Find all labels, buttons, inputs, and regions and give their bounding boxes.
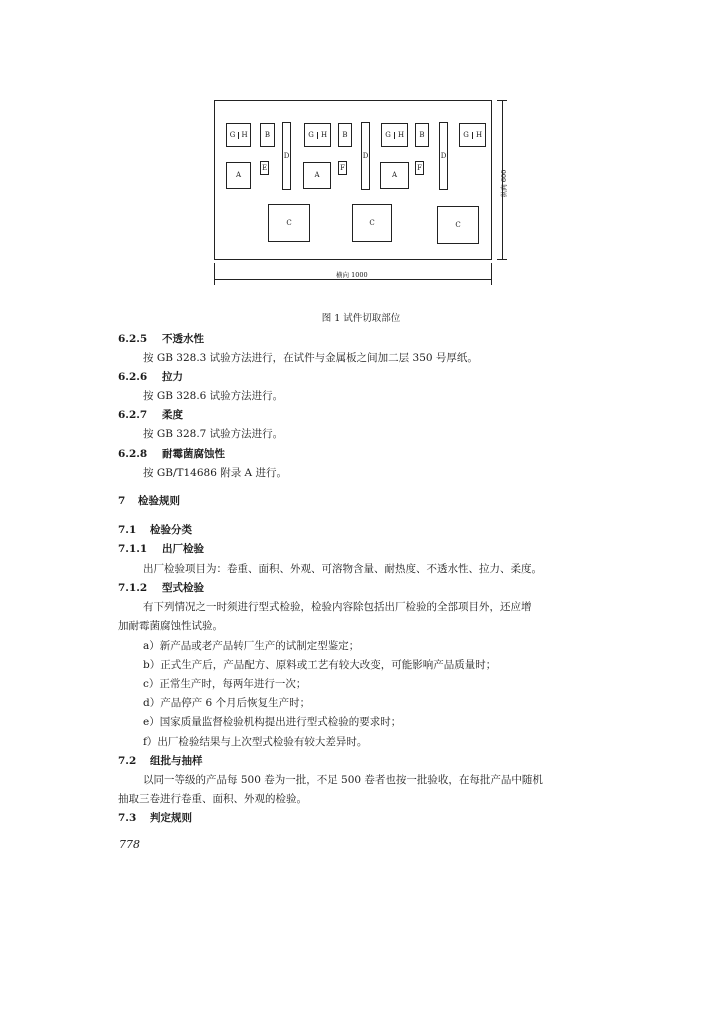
clause-number: 7.1 [118,524,137,536]
clause-number: 6.2.5 [118,333,148,345]
clause-heading [118,525,192,536]
paragraph-line: 出厂检验项目为：卷重、面积、外观、可溶物含量、耐热度、不透水性、拉力、柔度。 [143,563,542,575]
clause-heading [118,449,225,460]
specimen-d-3: D [439,122,448,190]
dimension-tick-right [491,263,492,285]
page-number: 778 [119,838,140,851]
clause-title: 判定规则 [150,812,192,824]
specimen-g-label: G [229,130,236,139]
specimen-h-label: H [394,132,407,139]
specimen-h-label: H [472,132,485,139]
specimen-cutting-figure [212,97,522,292]
dimension-line-horizontal [214,279,492,280]
specimen-g-label: G [385,130,391,139]
clause-number: 7.1.1 [118,543,148,555]
list-item: e）国家质量监督检验机构提出进行型式检验的要求时； [143,716,402,728]
list-item: c）正常生产时，每两年进行一次； [143,678,307,690]
specimen-b-2: B [338,123,352,147]
specimen-c-3: C [437,206,479,244]
clause-heading [118,544,204,555]
clause-number: 6.2.7 [118,409,148,421]
specimen-gh-3 [381,123,408,147]
paragraph-line: 以同一等级的产品每 500 卷为一批，不足 500 卷者也按一批验收，在每批产品中随机 [143,774,543,786]
clause-heading [118,583,204,594]
specimen-h-label: H [238,132,250,139]
figure-caption: 图 1 试件切取部位 [321,313,401,324]
chapter-number: 7 [118,495,126,507]
clause-heading [118,756,203,767]
dimension-tick-left [214,263,215,285]
dimension-label-vertical: 纵向 600 [500,169,509,198]
clause-number: 6.2.8 [118,448,148,460]
specimen-a-2: A [303,162,331,189]
specimen-b-3: B [415,123,429,147]
specimen-gh-1 [226,123,251,147]
clause-heading [118,410,183,421]
paragraph-line: 抽取三卷进行卷重、面积、外观的检验。 [118,793,307,805]
paragraph-line: 按 GB/T14686 附录 A 进行。 [143,467,287,479]
specimen-a-3: A [380,162,409,189]
specimen-c-2: C [352,204,392,242]
clause-number: 6.2.6 [118,371,148,383]
clause-title: 出厂检验 [162,543,204,555]
specimen-g-label: G [463,130,469,139]
paragraph-line: 按 GB 328.7 试验方法进行。 [143,428,284,440]
dimension-label-horizontal: 横向 1000 [336,271,368,279]
clause-title: 检验分类 [150,524,192,536]
paragraph-line: 加耐霉菌腐蚀性试验。 [118,620,223,632]
specimen-f-3: F [415,161,424,175]
clause-number: 7.2 [118,755,137,767]
specimen-e-1: E [260,161,269,175]
paragraph-line: 按 GB 328.3 试验方法进行，在试件与金属板之间加二层 350 号厚纸。 [143,352,478,364]
specimen-a-1: A [226,162,251,189]
clause-title: 柔度 [162,409,183,421]
clause-title: 型式检验 [162,582,204,594]
specimen-gh-2 [304,123,331,147]
specimen-gh-4 [459,123,486,147]
clause-heading [118,813,192,824]
specimen-b-1: B [260,123,275,147]
clause-title: 拉力 [162,371,183,383]
specimen-d-1: D [282,122,291,190]
specimen-h-label: H [317,132,330,139]
paragraph-line: 有下列情况之一时须进行型式检验，检验内容除包括出厂检验的全部项目外，还应增 [143,601,532,613]
clause-heading [118,372,183,383]
clause-number: 7.3 [118,812,137,824]
clause-heading [118,334,204,345]
clause-title: 耐霉菌腐蚀性 [162,448,225,460]
chapter-title: 检验规则 [138,495,180,507]
specimen-g-label: G [308,130,314,139]
chapter-heading [118,496,180,507]
list-item: b）正式生产后，产品配方、原料或工艺有较大改变，可能影响产品质量时； [143,659,497,671]
list-item: a）新产品或老产品转厂生产的试制定型鉴定； [143,640,360,652]
list-item: d）产品停产 6 个月后恢复生产时； [143,697,311,709]
clause-title: 组批与抽样 [150,755,203,767]
list-item: f）出厂检验结果与上次型式检验有较大差异时。 [143,736,368,748]
paragraph-line: 按 GB 328.6 试验方法进行。 [143,390,284,402]
specimen-f-2: F [338,161,347,175]
specimen-c-1: C [268,204,310,242]
specimen-d-2: D [361,122,370,190]
clause-title: 不透水性 [162,333,204,345]
clause-number: 7.1.2 [118,582,148,594]
